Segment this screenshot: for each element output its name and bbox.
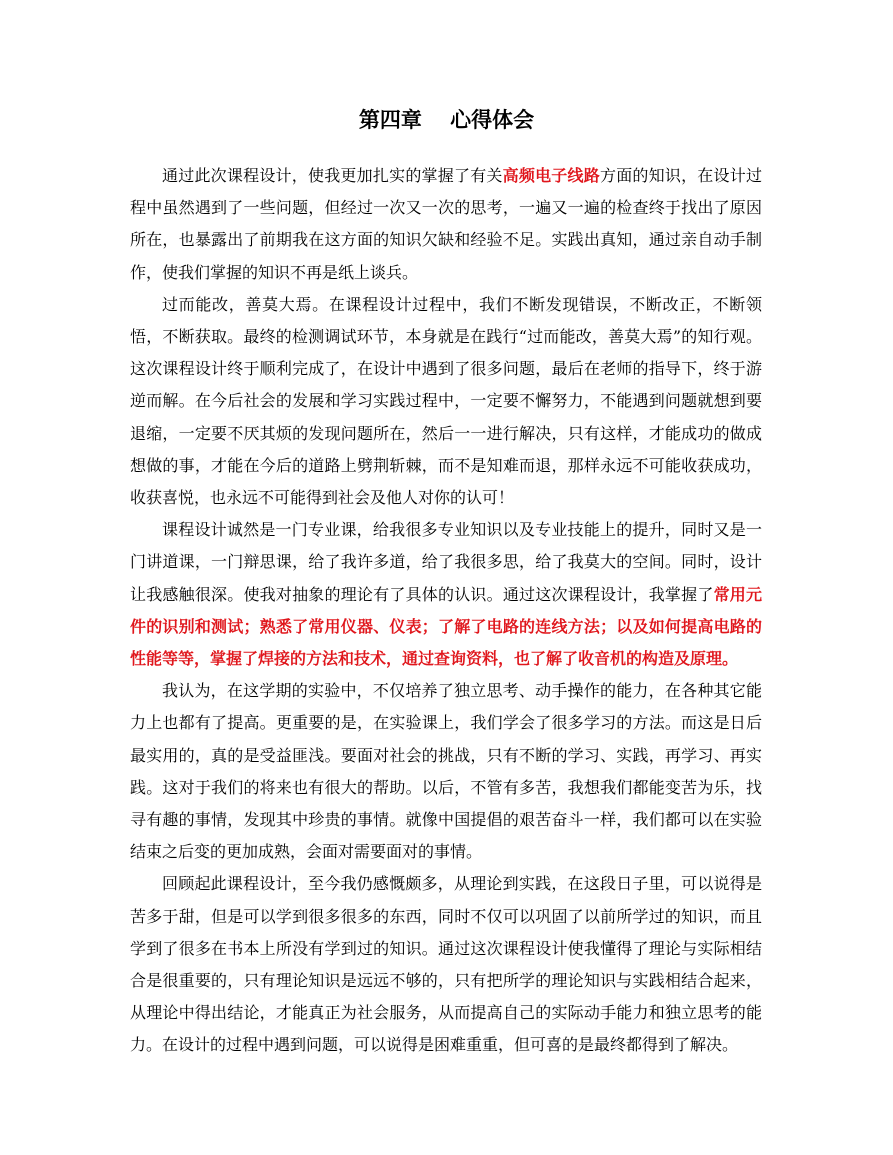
paragraph-4: 我认为，在这学期的实验中，不仅培养了独立思考、动手操作的能力，在各种其它能力上也都有了提高。更重要的是，在实验课上，我们学会了很多学习的方法。而这是日后最实用的，真的是受益匪浅。要面对社会的挑战，只有不断的学习、实践，再学习、再实践。这对于我们的将来也有很大的帮助。以后，不管有多苦，我想我们都能变苦为乐，找寻有趣的事情，发现其中珍贵的事情。就像中国提倡的艰苦奋斗一样，我们都可以在实验结束之后变的更加成熟，会面对需要面对的事情。 — [130, 681, 762, 862]
paragraph-3 — [130, 514, 762, 675]
paragraph-3-text: 课程设计诚然是一门专业课，给我很多专业知识以及专业技能上的提升，同时又是一门讲道课，一门辩思课，给了我许多道，给了我很多思，给了我莫大的空间。同时，设计让我感触很深。使我对抽象的理论有了具体的认识。通过这次课程设计，我掌握了 — [130, 520, 762, 604]
paragraph-1-highlight: 高频电子线路 — [502, 166, 600, 185]
document-body — [130, 160, 762, 1062]
paragraph-1 — [130, 160, 762, 289]
paragraph-3-highlight: 常用元件的识别和测试；熟悉了常用仪器、仪表；了解了电路的连线方法；以及如何提高电路的性能等等，掌握了焊接的方法和技术，通过查询资料，也了解了收音机的构造及原理。 — [130, 584, 762, 669]
paragraph-1-text-a: 通过此次课程设计，使我更加扎实的掌握了有关 — [162, 166, 503, 185]
paragraph-1-text-b: 方面的知识，在设计过程中虽然遇到了一些问题，但经过一次又一次的思考，一遍又一遍的检查终于找出了原因所在，也暴露出了前期我在这方面的知识欠缺和经验不足。实践出真知，通过亲自动手制作，使我们掌握的知识不再是纸上谈兵。 — [130, 166, 762, 282]
paragraph-2: 过而能改，善莫大焉。在课程设计过程中，我们不断发现错误，不断改正，不断领悟，不断获取。最终的检测调试环节，本身就是在践行“过而能改，善莫大焉”的知行观。这次课程设计终于顺利完成了，在设计中遇到了很多问题，最后在老师的指导下，终于游逆而解。在今后社会的发展和学习实践过程中，一定要不懈努力，不能遇到问题就想到要退缩，一定要不厌其烦的发现问题所在，然后一一进行解决，只有这样，才能成功的做成想做的事，才能在今后的道路上劈荆斩棘，而不是知难而退，那样永远不可能收获成功，收获喜悦，也永远不可能得到社会及他人对你的认可！ — [130, 294, 762, 508]
paragraph-5: 回顾起此课程设计，至今我仍感慨颇多，从理论到实践，在这段日子里，可以说得是苦多于甜，但是可以学到很多很多的东西，同时不仅可以巩固了以前所学过的知识，而且学到了很多在书本上所没有学到过的知识。通过这次课程设计使我懂得了理论与实际相结合是很重要的，只有理论知识是远远不够的，只有把所学的理论知识与实践相结合起来，从理论中得出结论，才能真正为社会服务，从而提高自己的实际动手能力和独立思考的能力。在设计的过程中遇到问题，可以说得是困难重重，但可喜的是最终都得到了解决。 — [130, 874, 762, 1055]
chapter-title: 第四章 心得体会 — [358, 108, 535, 132]
